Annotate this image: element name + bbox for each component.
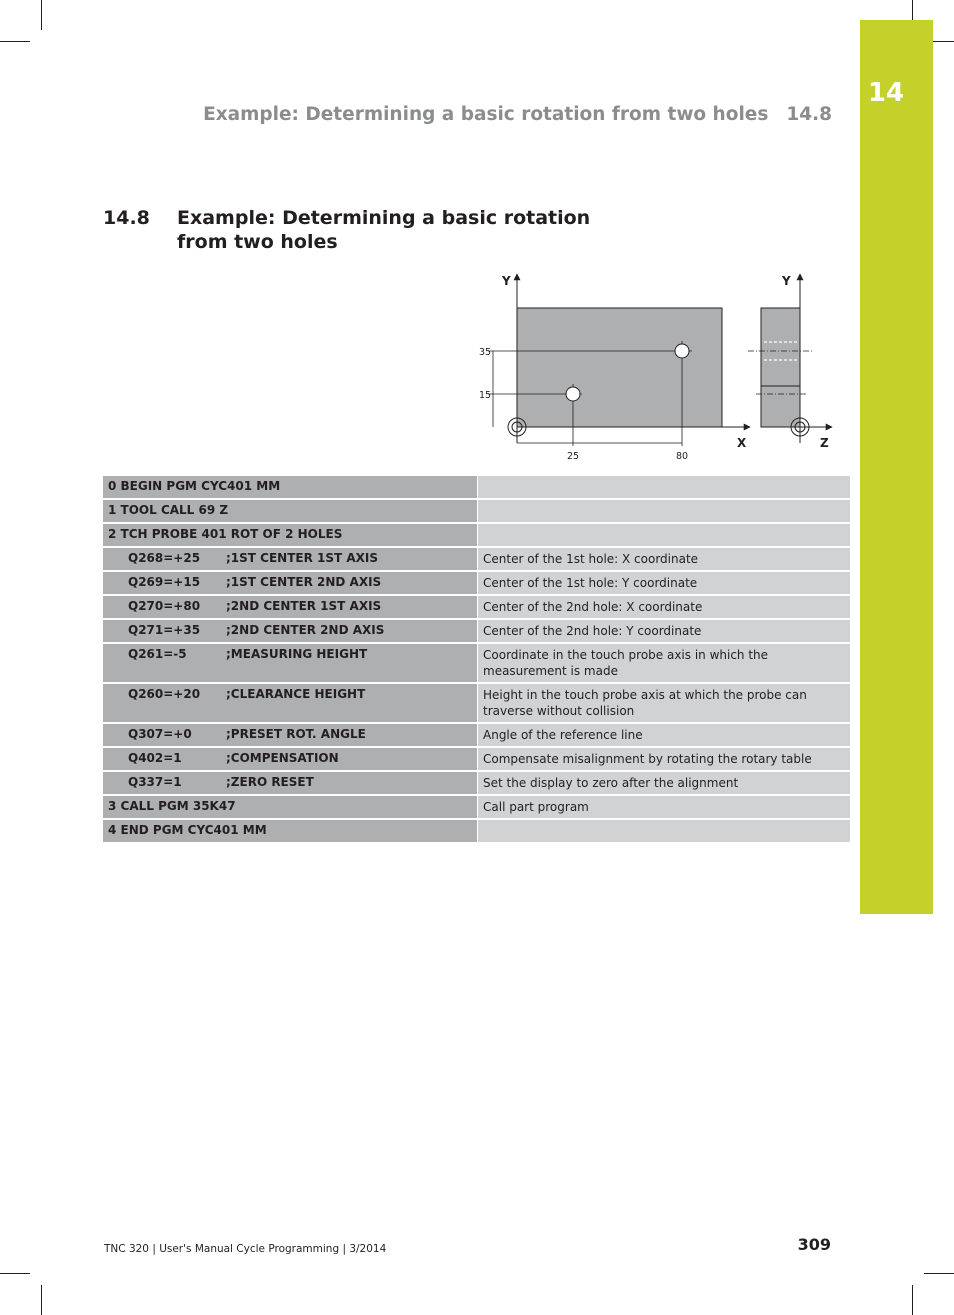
page-number: 309	[797, 1235, 831, 1254]
code-cell	[103, 796, 477, 818]
parameter-comment: ;2ND CENTER 1ST AXIS	[226, 599, 382, 613]
code-cell	[103, 644, 477, 682]
crop-mark	[41, 1285, 42, 1315]
z-axis-label: Z	[820, 436, 829, 450]
crop-mark	[41, 0, 42, 30]
code-cell	[103, 684, 477, 722]
description-cell	[477, 500, 850, 522]
running-head-section: 14.8	[786, 104, 832, 125]
nc-block: 3 CALL PGM 35K47	[108, 799, 236, 813]
table-row	[103, 594, 850, 618]
description-cell: Center of the 2nd hole: Y coordinate	[477, 620, 850, 642]
table-row	[103, 794, 850, 818]
code-cell	[103, 620, 477, 642]
code-cell	[103, 820, 477, 842]
crop-mark	[0, 1273, 30, 1274]
table-row	[103, 570, 850, 594]
code-cell	[103, 524, 477, 546]
crop-mark	[924, 1273, 954, 1274]
workpiece-side-view	[761, 308, 800, 427]
parameter-comment: ;1ST CENTER 2ND AXIS	[226, 575, 382, 589]
table-row	[103, 522, 850, 546]
code-cell	[103, 500, 477, 522]
hole-2	[675, 344, 689, 358]
description-cell: Height in the touch probe axis at which the probe can traverse without collision	[477, 684, 850, 722]
code-cell	[103, 748, 477, 770]
description-cell: Set the display to zero after the alignment	[477, 772, 850, 794]
parameter-comment: ;MEASURING HEIGHT	[226, 647, 368, 661]
code-cell	[103, 724, 477, 746]
table-row	[103, 770, 850, 794]
q-parameter: Q270=+80	[128, 599, 201, 613]
description-cell: Center of the 1st hole: Y coordinate	[477, 572, 850, 594]
description-cell: Call part program	[477, 796, 850, 818]
y-axis-label: Y	[502, 274, 511, 288]
table-row	[103, 476, 850, 498]
description-cell: Center of the 2nd hole: X coordinate	[477, 596, 850, 618]
table-row	[103, 818, 850, 842]
table-row	[103, 546, 850, 570]
section-title: Example: Determining a basic rotation from two holes	[177, 207, 591, 253]
description-cell	[477, 820, 850, 842]
parameter-comment: ;PRESET ROT. ANGLE	[226, 727, 366, 741]
q-parameter: Q307=+0	[128, 727, 192, 741]
dim-35-label: 35	[479, 347, 492, 358]
code-cell	[103, 548, 477, 570]
hole-1	[566, 387, 580, 401]
code-cell	[103, 572, 477, 594]
parameter-comment: ;COMPENSATION	[226, 751, 339, 765]
table-row	[103, 618, 850, 642]
description-cell	[477, 476, 850, 498]
table-row	[103, 642, 850, 682]
chapter-number: 14	[867, 78, 905, 108]
crop-mark	[0, 41, 30, 42]
table-row	[103, 682, 850, 722]
nc-block: 1 TOOL CALL 69 Z	[108, 503, 229, 517]
dim-25-label: 25	[567, 451, 580, 462]
nc-block: 2 TCH PROBE 401 ROT OF 2 HOLES	[108, 527, 343, 541]
description-cell: Angle of the reference line	[477, 724, 850, 746]
parameter-comment: ;ZERO RESET	[226, 775, 314, 789]
workpiece-drawing	[470, 268, 845, 468]
workpiece-front-view	[517, 308, 722, 427]
q-parameter: Q337=1	[128, 775, 182, 789]
table-row	[103, 746, 850, 770]
description-cell: Center of the 1st hole: X coordinate	[477, 548, 850, 570]
program-table	[103, 476, 850, 842]
parameter-comment: ;1ST CENTER 1ST AXIS	[226, 551, 379, 565]
running-head-title: Example: Determining a basic rotation from two holes	[203, 104, 769, 125]
crop-mark	[912, 1285, 913, 1315]
dim-15-label: 15	[479, 390, 492, 401]
description-cell: Compensate misalignment by rotating the rotary table	[477, 748, 850, 770]
q-parameter: Q271=+35	[128, 623, 201, 637]
q-parameter: Q261=-5	[128, 647, 187, 661]
code-cell	[103, 476, 477, 498]
dim-80-label: 80	[676, 451, 689, 462]
chapter-tab	[860, 20, 933, 914]
description-cell: Coordinate in the touch probe axis in which the measurement is made	[477, 644, 850, 682]
y-axis-right-label: Y	[782, 274, 791, 288]
q-parameter: Q260=+20	[128, 687, 201, 701]
description-cell	[477, 524, 850, 546]
section-number: 14.8	[103, 207, 150, 229]
x-axis-label: X	[737, 436, 747, 450]
parameter-comment: ;CLEARANCE HEIGHT	[226, 687, 366, 701]
table-row	[103, 498, 850, 522]
parameter-comment: ;2ND CENTER 2ND AXIS	[226, 623, 385, 637]
code-cell	[103, 596, 477, 618]
nc-block: 4 END PGM CYC401 MM	[108, 823, 267, 837]
table-row	[103, 722, 850, 746]
q-parameter: Q402=1	[128, 751, 182, 765]
q-parameter: Q269=+15	[128, 575, 201, 589]
q-parameter: Q268=+25	[128, 551, 201, 565]
code-cell	[103, 772, 477, 794]
footer-text: TNC 320 | User's Manual Cycle Programming | 3/2014	[104, 1243, 387, 1255]
running-head	[203, 104, 832, 125]
nc-block: 0 BEGIN PGM CYC401 MM	[108, 479, 281, 493]
